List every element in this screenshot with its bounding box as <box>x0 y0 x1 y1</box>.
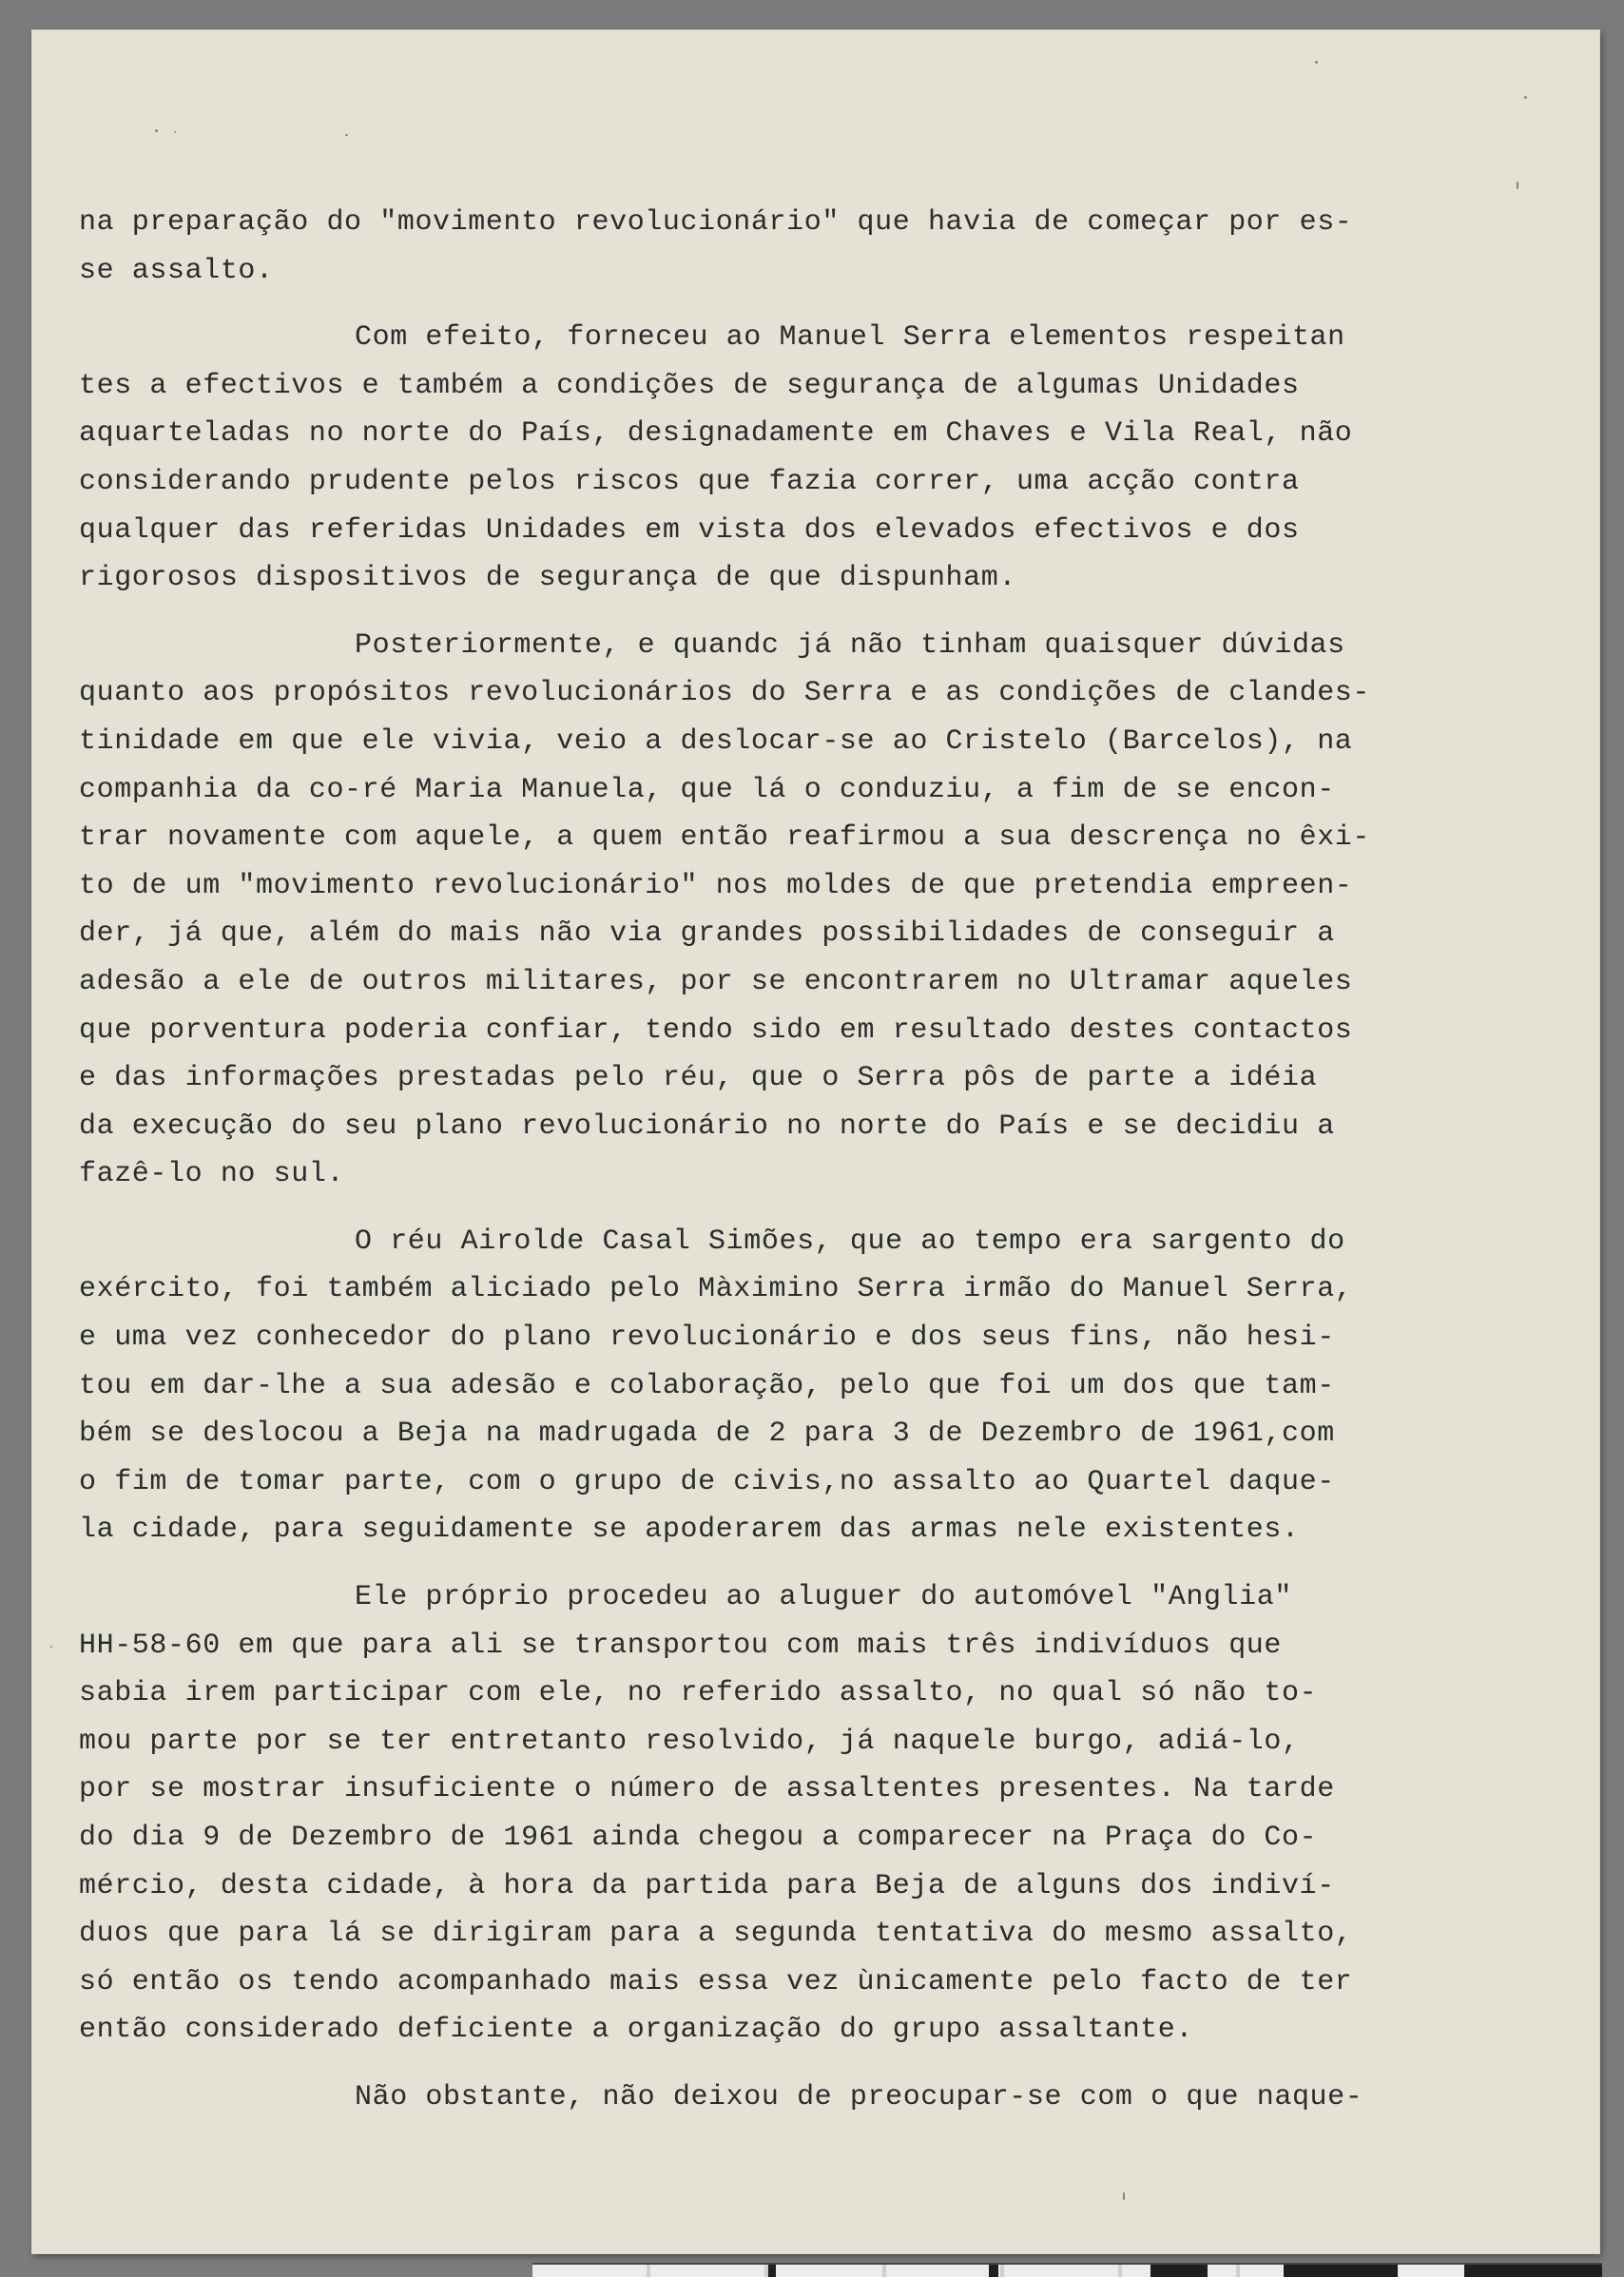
text-line: qualquer das referidas Unidades em vista dos elevados efectivos e dos <box>79 513 1300 547</box>
paragraph-gap <box>79 295 1410 314</box>
text-line: HH-58-60 em que para ali se transportou com mais três indivíduos que <box>79 1629 1282 1662</box>
dust-speck <box>345 134 348 136</box>
text-line: fazê-lo no sul. <box>79 1158 345 1191</box>
text-line: quanto aos propósitos revolucionários do Serra e as condições de clandes- <box>79 677 1371 710</box>
text-line: aquarteladas no norte do País, designadamente em Chaves e Vila Real, não <box>79 417 1353 451</box>
text-line: e uma vez conhecedor do plano revolucionário e dos seus fins, não hesi- <box>79 1322 1335 1355</box>
dust-speck <box>174 131 176 133</box>
paragraph-first-line: Com efeito, forneceu ao Manuel Serra elementos respeitan <box>355 321 1345 355</box>
text-line: rigorosos dispositivos de segurança de que dispunham. <box>79 562 1016 595</box>
dust-speck <box>1315 61 1318 64</box>
text-line: tou em dar-lhe a sua adesão e colaboração, pelo que foi um dos que tam- <box>79 1369 1335 1402</box>
text-line: adesão a ele de outros militares, por se encontrarem no Ultramar aqueles <box>79 965 1353 998</box>
scale-segment <box>768 2265 776 2277</box>
color-scale-bar <box>532 2263 1602 2277</box>
text-line: e das informações prestadas pelo réu, que o Serra pôs de parte a idéia <box>79 1062 1318 1095</box>
dust-speck <box>155 129 158 132</box>
text-line: exército, foi também aliciado pelo Màximino Serra irmão do Manuel Serra, <box>79 1273 1353 1306</box>
text-line: duos que para lá se dirigiram para a segunda tentativa do mesmo assalto, <box>79 1918 1353 1951</box>
scale-segment <box>989 2265 998 2277</box>
text-line: se assalto. <box>79 254 274 287</box>
dust-speck <box>1123 2192 1125 2200</box>
text-line: trar novamente com aquele, a quem então reafirmou a sua descrença no êxi- <box>79 821 1371 855</box>
text-line: só então os tendo acompanhado mais essa vez ùnicamente pelo facto de ter <box>79 1965 1353 1998</box>
typed-text-body <box>79 199 1410 2122</box>
text-line: que porventura poderia confiar, tendo sido em resultado destes contactos <box>79 1013 1353 1047</box>
text-line: der, já que, além do mais não via grandes possibilidades de conseguir a <box>79 917 1335 951</box>
text-line: da execução do seu plano revolucionário no norte do País e se decidiu a <box>79 1110 1335 1143</box>
dust-speck <box>1524 96 1527 99</box>
text-line: la cidade, para seguidamente se apoderarem das armas nele existentes. <box>79 1514 1300 1547</box>
typed-page <box>31 29 1600 2254</box>
text-line: bém se deslocou a Beja na madrugada de 2 para 3 de Dezembro de 1961,com <box>79 1418 1335 1451</box>
paragraph-first-line: O réu Airolde Casal Simões, que ao tempo era sargento do <box>355 1225 1345 1258</box>
paragraph-first-line: Posteriormente, e quandc já não tinham quaisquer dúvidas <box>355 628 1345 662</box>
text-line: o fim de tomar parte, com o grupo de civis,no assalto ao Quartel daque- <box>79 1465 1335 1498</box>
scale-segment <box>1464 2265 1602 2277</box>
text-line: to de um "movimento revolucionário" nos moldes de que pretendia empreen- <box>79 869 1353 902</box>
text-line: tinidade em que ele vivia, veio a deslocar-se ao Cristelo (Barcelos), na <box>79 724 1353 758</box>
text-line: do dia 9 de Dezembro de 1961 ainda chegou a comparecer na Praça do Co- <box>79 1822 1318 1854</box>
paragraph-gap <box>79 1554 1410 1573</box>
paragraph-first-line: na preparação do "movimento revolucionário" que havia de começar por es- <box>79 206 1353 239</box>
text-line: mércio, desta cidade, à hora da partida para Beja de alguns dos indiví- <box>79 1869 1335 1902</box>
dust-speck <box>1517 182 1518 189</box>
paragraph-gap <box>79 603 1410 622</box>
paragraph-gap <box>79 2055 1410 2074</box>
text-line: companhia da co-ré Maria Manuela, que lá o conduziu, a fim de se encon- <box>79 773 1335 806</box>
text-line: mou parte por se ter entretanto resolvido, já naquele burgo, adiá-lo, <box>79 1725 1300 1758</box>
text-line: considerando prudente pelos riscos que fazia correr, uma acção contra <box>79 465 1300 498</box>
text-line: sabia irem participar com ele, no referido assalto, no qual só não to- <box>79 1677 1318 1710</box>
paragraph-first-line: Ele próprio procedeu ao aluguer do automóvel "Anglia" <box>355 1581 1292 1614</box>
scale-segment <box>1284 2265 1398 2277</box>
text-line: tes a efectivos e também a condições de segurança de algumas Unidades <box>79 369 1300 402</box>
text-line: por se mostrar insuficiente o número de assaltentes presentes. Na tarde <box>79 1773 1335 1806</box>
scale-segment <box>1150 2265 1208 2277</box>
paragraph-first-line: Não obstante, não deixou de preocupar-se com o que naque- <box>355 2080 1363 2113</box>
dust-speck <box>50 1646 52 1648</box>
text-line: então considerado deficiente a organização do grupo assaltante. <box>79 2014 1193 2047</box>
paragraph-gap <box>79 1199 1410 1218</box>
